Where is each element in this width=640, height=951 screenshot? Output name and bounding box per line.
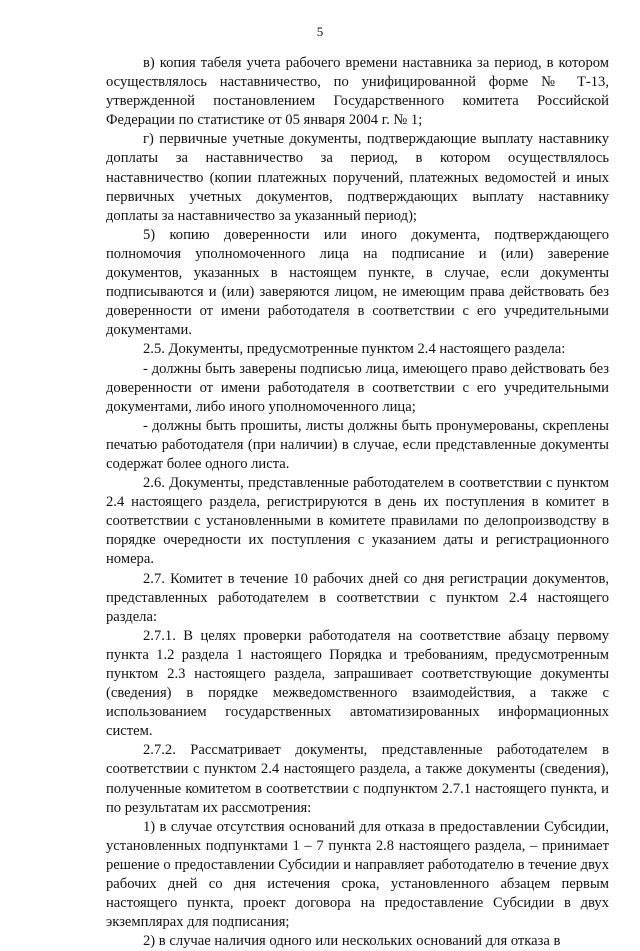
- paragraph-2-5: 2.5. Документы, предусмотренные пунктом 2.4 настоящего раздела:: [143, 341, 566, 358]
- paragraph-2-5-item-1: - должны быть заверены подписью лица, имеющего право действовать без доверенности от имени работодателя в соответствии с его учредительными документами, либо иного уполномоченного лица;: [106, 360, 609, 415]
- paragraph-2-7-2-item-2: 2) в случае наличия одного или нескольких оснований для отказа в: [143, 933, 561, 950]
- paragraph-2-7: 2.7. Комитет в течение 10 рабочих дней со дня регистрации документов, представленных работодателем в соответствии с пунктом 2.4 настоящего раздела:: [106, 570, 609, 625]
- paragraph-2-5-item-2: - должны быть прошиты, листы должны быть пронумерованы, скреплены печатью работодателя (при наличии) в случае, если представленные документы содержат более одного листа.: [106, 417, 609, 472]
- paragraph-2-7-2: 2.7.2. Рассматривает документы, представленные работодателем в соответствии с пунктом 2.4 настоящего раздела, а также документы (сведения), полученные комитетом в соответствии с подпунктом 2.7.1 настоящего пункта, и по результатам их рассмотрения:: [106, 742, 609, 816]
- paragraph-g: г) первичные учетные документы, подтверждающие выплату наставнику доплаты за наставничество за период, в котором осуществлялось наставничество (копии платежных поручений, платежных ведомостей и иных первичных учетных документов, подтверждающих выплату наставнику доплаты за наставничество за указанный период);: [106, 131, 609, 224]
- document-body: [106, 54, 609, 951]
- page-number: 5: [316, 24, 324, 39]
- paragraph-2-7-2-item-1: 1) в случае отсутствия оснований для отказа в предоставлении Субсидии, установленных подпунктами 1 – 7 пункта 2.8 настоящего раздела, – принимает решение о предоставлении Субсидии и направляет работодателю в течение двух рабочих дней со дня истечения срока, установленного абзацем первым настоящего пункта, проект договора на предоставление Субсидии в двух экземплярах для подписания;: [106, 818, 609, 931]
- paragraph-2-6: 2.6. Документы, представленные работодателем в соответствии с пунктом 2.4 настоящего раздела, регистрируются в день их поступления в комитет в соответствии с установленными в комитете правилами по делопроизводству в порядке очередности их поступления с указанием даты и регистрационного номера.: [106, 475, 609, 568]
- paragraph-2-7-1: 2.7.1. В целях проверки работодателя на соответствие абзацу первому пункта 1.2 раздела 1 настоящего Порядка и требованиям, предусмотренным пунктом 2.3 настоящего раздела, запрашивает соответствующие документы (сведения) в порядке межведомственного взаимодействия, а также с использованием государственных автоматизированных информационных систем.: [106, 627, 609, 740]
- paragraph-v: в) копия табеля учета рабочего времени наставника за период, в котором осуществлялось наставничество, по унифицированной форме № Т-13, утвержденной постановлением Государственного комитета Российской Федерации по статистике от 05 января 2004 г. № 1;: [106, 55, 609, 129]
- paragraph-5: 5) копию доверенности или иного документа, подтверждающего полномочия уполномоченного лица на подписание и (или) заверение документов, указанных в настоящем пункте, в случае, если документы подписываются и (или) заверяются лицом, не имеющим права действовать без доверенности от имени работодателя в соответствии с его учредительными документами.: [106, 226, 609, 339]
